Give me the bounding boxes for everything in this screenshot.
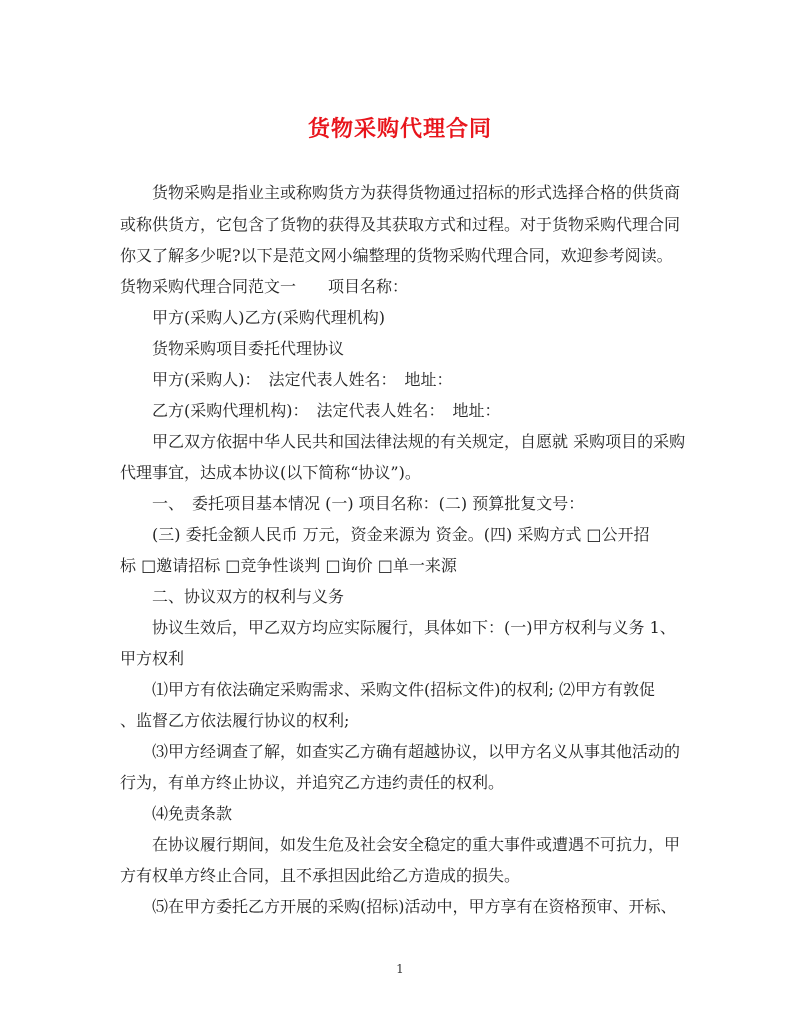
paragraph-line: (三) 委托金额人民币 万元，资金来源为 资金。(四) 采购方式 □公开招 [152, 525, 650, 544]
paragraph-line: 甲乙双方依据中华人民共和国法律法规的有关规定，自愿就 采购项目的采购 [152, 432, 686, 451]
paragraph-line: 甲方(采购人)乙方(采购代理机构) [152, 308, 385, 327]
paragraph-line: 货物采购项目委托代理协议 [152, 339, 345, 358]
paragraph-line: 二、协议双方的权利与义务 [152, 587, 345, 606]
paragraph-line: ⑶甲方经调查了解，如查实乙方确有超越协议，以甲方名义从事其他活动的 [152, 742, 681, 761]
paragraph-line: ⑷免责条款 [152, 804, 233, 823]
paragraph-line: 或称供货方，它包含了货物的获得及其获取方式和过程。对于货物采购代理合同 [120, 215, 681, 234]
paragraph-line: 货物采购代理合同范文一 项目名称： [120, 277, 409, 296]
paragraph-line: 在协议履行期间，如发生危及社会安全稳定的重大事件或遭遇不可抗力，甲 [152, 835, 681, 854]
page-number: 1 [396, 962, 404, 976]
document-title: 货物采购代理合同 [307, 116, 492, 142]
paragraph-line: 货物采购是指业主或称购货方为获得货物通过招标的形式选择合格的供货商 [152, 183, 681, 202]
paragraph-line: 标 □邀请招标 □竞争性谈判 □询价 □单一来源 [120, 556, 457, 575]
paragraph-line: 一、 委托项目基本情况 (一) 项目名称：(二) 预算批复文号： [152, 494, 585, 513]
paragraph-line: 甲方权利 [120, 649, 185, 668]
paragraph-line: 、监督乙方依法履行协议的权利; [120, 711, 350, 730]
paragraph-line: 你又了解多少呢?以下是范文网小编整理的货物采购代理合同，欢迎参考阅读。 [120, 246, 673, 265]
paragraph-line: 代理事宜，达成本协议(以下简称“协议”)。 [120, 463, 421, 482]
paragraph-line: 行为，有单方终止协议，并追究乙方违约责任的权利。 [120, 773, 505, 792]
paragraph-line: ⑴甲方有依法确定采购需求、采购文件(招标文件)的权利; ⑵甲方有敦促 [152, 680, 655, 699]
paragraph-line: 乙方(采购代理机构)： 法定代表人姓名： 地址： [152, 401, 501, 420]
paragraph-line: 协议生效后，甲乙双方均应实际履行，具体如下：(一)甲方权利与义务 1、 [152, 618, 676, 637]
paragraph-line: 甲方(采购人)： 法定代表人姓名： 地址： [152, 370, 453, 389]
paragraph-line: ⑸在甲方委托乙方开展的采购(招标)活动中，甲方享有在资格预审、开标、 [152, 897, 677, 916]
paragraph-line: 方有权单方终止合同，且不承担因此给乙方造成的损失。 [120, 866, 521, 885]
